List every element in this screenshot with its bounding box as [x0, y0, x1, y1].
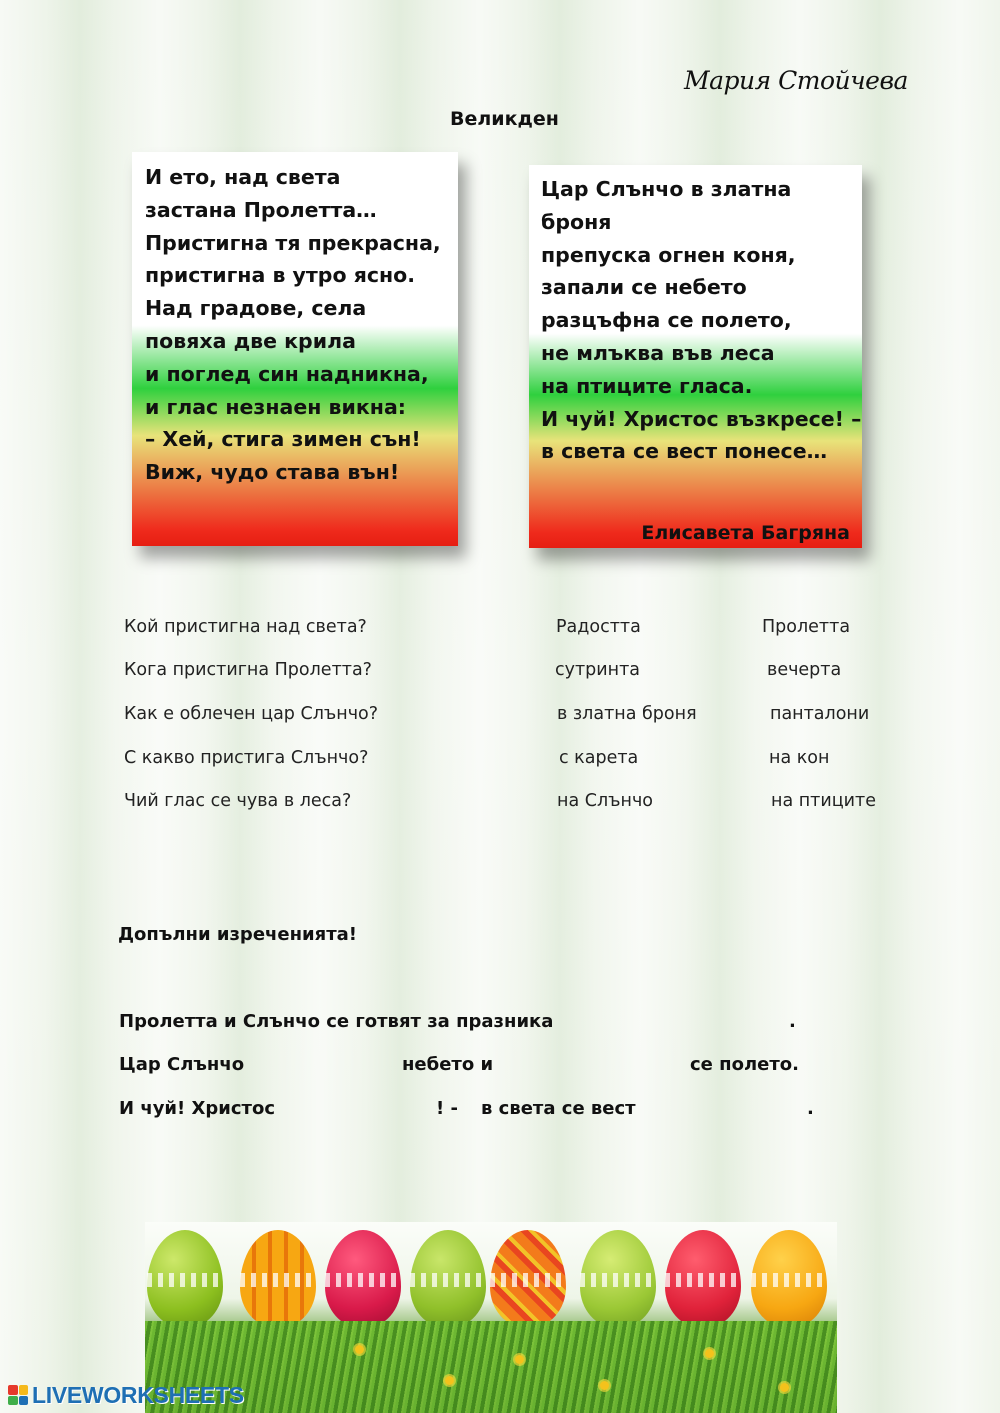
answer-option-b[interactable]: на птиците	[771, 791, 876, 811]
poem-line: Виж, чудо става вън!	[145, 460, 400, 485]
question-row	[0, 748, 1000, 772]
egg	[580, 1230, 656, 1328]
poem-line: застана Пролетта…	[145, 197, 377, 222]
fill-in-heading: Допълни изреченията!	[118, 924, 357, 945]
question-text: С какво пристига Слънчо?	[124, 748, 369, 768]
page-title: Великден	[450, 108, 559, 130]
answer-option-b[interactable]: Пролетта	[762, 617, 851, 637]
question-text: Чий глас се чува в леса?	[124, 791, 352, 811]
egg	[751, 1230, 827, 1328]
poem-1-text	[145, 161, 441, 489]
flower	[600, 1381, 609, 1390]
question-row	[0, 617, 1000, 641]
answer-option-a[interactable]: сутринта	[555, 660, 641, 680]
sentence-part: Пролетта и Слънчо се готвят за празника	[119, 1011, 554, 1032]
flower	[445, 1376, 454, 1385]
answer-option-a[interactable]: в златна броня	[557, 704, 697, 724]
answer-option-a[interactable]: на Слънчо	[557, 791, 653, 811]
poem-card-2	[529, 165, 862, 548]
poem-line: на птиците гласа.	[541, 373, 753, 398]
poem-line: Над градове, села	[145, 296, 367, 321]
poem-line: не млъква във леса	[541, 340, 775, 365]
poem-line: И чуй! Христос възкресе! –	[541, 406, 862, 431]
author-name-top: Мария Стойчева	[684, 66, 908, 95]
sentence-part: ! -	[436, 1098, 458, 1119]
poem-line: препуска огнен коня,	[541, 242, 796, 267]
sentence-part: в света се вест	[481, 1098, 636, 1119]
poem-line: и глас незнаен викна:	[145, 394, 406, 419]
question-row	[0, 704, 1000, 728]
answer-option-b[interactable]: на кон	[769, 748, 830, 768]
sentence-part: .	[807, 1098, 814, 1119]
egg	[147, 1230, 223, 1328]
question-row	[0, 791, 1000, 815]
question-text: Кога пристигна Пролетта?	[124, 660, 372, 680]
answer-option-a[interactable]: Радостта	[556, 617, 641, 637]
egg	[665, 1230, 741, 1328]
sentence-part: И чуй! Христос	[119, 1098, 276, 1119]
egg	[410, 1230, 486, 1328]
flower	[705, 1349, 714, 1358]
poem-line: запали се небето	[541, 275, 747, 300]
fill-sentence-2	[0, 1054, 1000, 1078]
poem-2-text	[541, 173, 861, 468]
poem-line: разцъфна се полето,	[541, 308, 792, 333]
logo-text: LIVEWORKSHEETS	[32, 1381, 244, 1408]
question-row	[0, 660, 1000, 684]
poem-card-1	[132, 152, 458, 546]
grass	[145, 1321, 837, 1413]
egg	[490, 1230, 566, 1328]
poem-line: и поглед син надникна,	[145, 361, 429, 386]
sentence-part: небето и	[402, 1054, 494, 1075]
egg	[325, 1230, 401, 1328]
flower	[515, 1355, 524, 1364]
poem-line: – Хей, стига зимен сън!	[145, 427, 421, 452]
poem-line: броня	[541, 209, 612, 234]
poem-line: пристигна в утро ясно.	[145, 263, 416, 288]
easter-eggs-image	[145, 1222, 837, 1413]
poem-line: в света се вест понесе…	[541, 439, 828, 464]
sentence-part: .	[789, 1011, 796, 1032]
poem-line: Пристигна тя прекрасна,	[145, 230, 441, 255]
flower	[780, 1383, 789, 1392]
answer-option-a[interactable]: с карета	[559, 748, 639, 768]
poem-2-author: Елисавета Багряна	[641, 522, 850, 544]
question-text: Кой пристигна над света?	[124, 617, 367, 637]
fill-sentence-1	[0, 1011, 1000, 1035]
egg	[240, 1230, 316, 1328]
sentence-part: се полето.	[690, 1054, 799, 1075]
poem-line: И ето, над света	[145, 165, 341, 189]
flower	[355, 1345, 364, 1354]
sentence-part: Цар Слънчо	[119, 1054, 245, 1075]
logo-mark-icon	[8, 1385, 28, 1405]
answer-option-b[interactable]: панталони	[770, 704, 870, 724]
answer-option-b[interactable]: вечерта	[767, 660, 842, 680]
liveworksheets-logo	[8, 1382, 244, 1408]
poem-line: Цар Слънчо в златна	[541, 177, 792, 201]
poem-line: повяха две крила	[145, 328, 356, 353]
fill-sentence-3	[0, 1098, 1000, 1122]
question-text: Как е облечен цар Слънчо?	[124, 704, 379, 724]
